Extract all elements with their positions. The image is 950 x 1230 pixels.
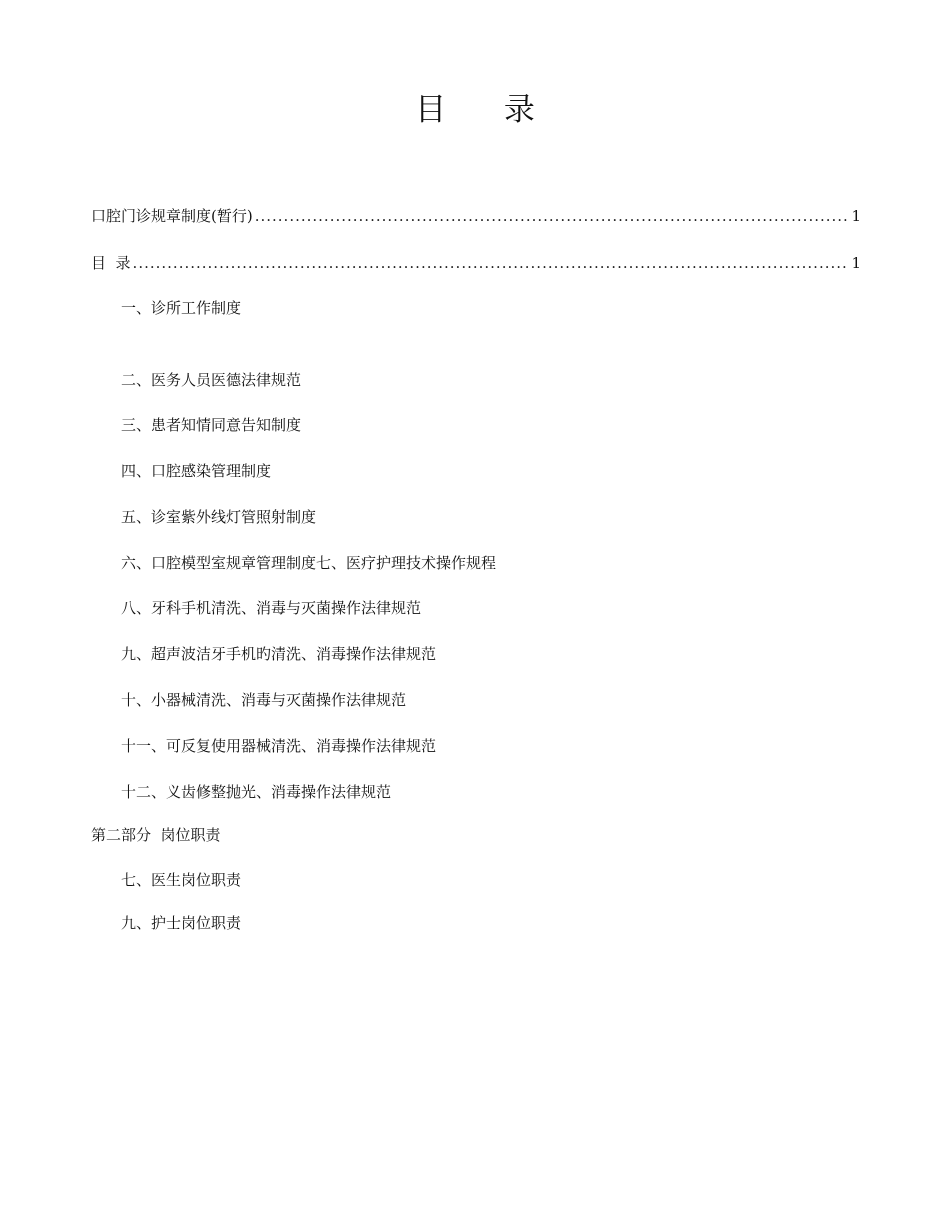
toc-entry-infection-management[interactable]: 四、口腔感染管理制度 (121, 462, 272, 480)
toc-line-label: 目 录 (91, 254, 131, 272)
toc-page-number: 1 (851, 207, 861, 225)
part-two-heading[interactable]: 第二部分 岗位职责 (91, 826, 221, 844)
page-title: 目 录 (415, 92, 559, 128)
toc-entry-medical-ethics[interactable]: 二、医务人员医德法律规范 (121, 371, 302, 389)
toc-entry-reusable-instruments[interactable]: 十一、可反复使用器械清洗、消毒操作法律规范 (121, 737, 437, 755)
toc-line-contents[interactable] (91, 252, 861, 274)
toc-entry-clinic-work-system[interactable]: 一、诊所工作制度 (121, 299, 242, 317)
toc-entry-doctor-duties[interactable]: 七、医生岗位职责 (121, 871, 242, 889)
toc-entry-ultrasonic-scaler[interactable]: 九、超声波洁牙手机旳清洗、消毒操作法律规范 (121, 645, 437, 663)
toc-entry-model-room[interactable]: 六、口腔模型室规章管理制度七、医疗护理技术操作规程 (121, 554, 497, 572)
dot-leader (255, 205, 850, 227)
toc-entry-handpiece-cleaning[interactable]: 八、牙科手机清洗、消毒与灭菌操作法律规范 (121, 599, 422, 617)
toc-line-rules[interactable] (91, 205, 861, 227)
toc-entry-informed-consent[interactable]: 三、患者知情同意告知制度 (121, 416, 302, 434)
toc-page-number: 1 (851, 254, 861, 272)
toc-entry-uv-lamp[interactable]: 五、诊室紫外线灯管照射制度 (121, 508, 317, 526)
toc-entry-nurse-duties[interactable]: 九、护士岗位职责 (121, 914, 242, 932)
dot-leader (133, 252, 850, 274)
toc-entry-small-instruments[interactable]: 十、小器械清洗、消毒与灭菌操作法律规范 (121, 691, 407, 709)
toc-line-label: 口腔门诊规章制度(暂行) (91, 207, 253, 225)
toc-entry-denture-polishing[interactable]: 十二、义齿修整抛光、消毒操作法律规范 (121, 783, 392, 801)
